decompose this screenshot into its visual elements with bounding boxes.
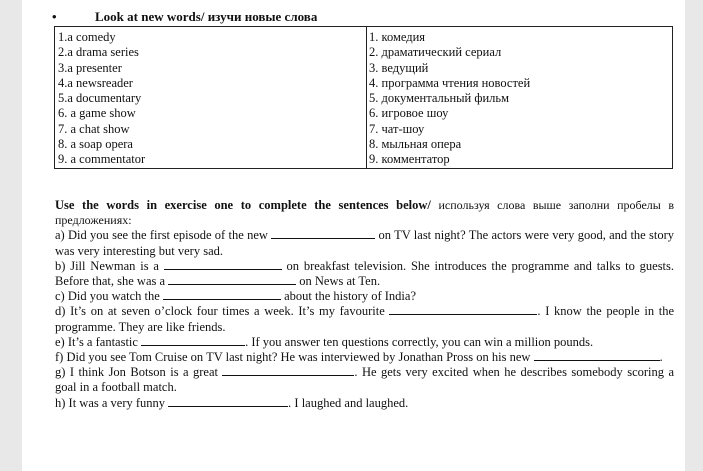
sentence-e-part2: . If you answer ten questions correctly, you can win a million pounds.: [245, 334, 594, 349]
sentence-b-part1: b) Jill Newman is a: [55, 258, 159, 273]
sentence-d-part1: d) It’s on at seven o’clock four times a week. It’s my favourite: [55, 304, 385, 319]
sentence-g: [55, 365, 674, 395]
vocab-ru-6: 6. игровое шоу: [369, 106, 449, 121]
blank-a[interactable]: [271, 228, 375, 239]
blank-b2[interactable]: [168, 274, 296, 285]
vocab-en-8: 8. a soap opera: [58, 137, 133, 152]
blank-d[interactable]: [389, 304, 537, 315]
heading-russian: изучи новые слова: [207, 9, 318, 24]
sentence-b: [55, 259, 674, 289]
blank-g[interactable]: [222, 365, 354, 376]
russian-column: [369, 30, 530, 168]
bullet-icon: •: [52, 9, 57, 24]
sentence-d: [55, 304, 674, 334]
sentence-h: [55, 396, 674, 411]
vocab-ru-2: 2. драматический сериал: [369, 45, 502, 60]
sentence-c-part2: about the history of India?: [284, 289, 416, 304]
vocab-en-5: 5.a documentary: [58, 91, 142, 106]
table-divider: [366, 27, 367, 168]
sentence-e-part1: e) It’s a fantastic: [55, 334, 138, 349]
blank-h[interactable]: [168, 396, 288, 407]
vocab-ru-3: 3. ведущий: [369, 60, 429, 75]
vocab-en-6: 6. a game show: [58, 106, 136, 121]
sentence-e: [55, 335, 674, 350]
instruction-english: Use the words in exercise one to complete the sentences below/: [55, 198, 431, 212]
vocab-en-2: 2.a drama series: [58, 45, 139, 60]
sentence-a: [55, 228, 674, 258]
vocab-en-3: 3.a presenter: [58, 60, 122, 75]
vocab-ru-4: 4. программа чтения новостей: [369, 75, 531, 90]
instruction-russian: используя слова выше заполни пробелы в предложениях:: [55, 198, 675, 228]
sentence-h-part1: h) It was a very funny: [55, 395, 166, 410]
sentence-b-part2: on breakfast television. She introduces the programme and talks to guests. Before that, she was a: [55, 258, 675, 289]
sentence-a-part1: a) Did you see the first episode of the new: [55, 228, 268, 243]
sentence-d-part2: . I know the people in the programme. They are like friends.: [55, 304, 674, 334]
vocabulary-table: [54, 26, 673, 169]
vocab-en-4: 4.a newsreader: [58, 75, 133, 90]
sentence-a-part2: on TV last night? The actors were very good, and the story was very interesting but very sad.: [55, 228, 675, 258]
sentence-g-part1: g) I think Jon Botson is a great: [55, 365, 218, 380]
blank-c[interactable]: [163, 289, 281, 300]
vocab-ru-7: 7. чат-шоу: [369, 121, 425, 136]
exercise-instruction: [55, 198, 674, 228]
sentence-c-part1: c) Did you watch the: [55, 289, 160, 304]
sentence-h-part2: . I laughed and laughed.: [288, 395, 409, 410]
sentence-f-part1: f) Did you see Tom Cruise on TV last night? He was interviewed by Jonathan Pross on his new: [55, 350, 531, 365]
sentence-c: [55, 289, 674, 304]
sentence-g-part2: . He gets very excited when he describes somebody scoring a goal in a football match.: [55, 365, 674, 395]
vocab-ru-9: 9. комментатор: [369, 152, 450, 167]
english-column: [58, 30, 145, 168]
vocab-ru-5: 5. документальный фильм: [369, 91, 509, 106]
sentence-f-part2: .: [659, 350, 663, 365]
heading-english: Look at new words/: [95, 9, 205, 24]
sentence-b-part3: on News at Ten.: [299, 274, 381, 289]
heading-text: [95, 9, 317, 25]
blank-b1[interactable]: [164, 259, 282, 270]
vocab-en-1: 1.a comedy: [58, 30, 116, 44]
vocab-ru-8: 8. мыльная опера: [369, 137, 462, 152]
exercise-block: [55, 198, 674, 411]
vocab-en-9: 9. a commentator: [58, 152, 146, 167]
vocab-en-7: 7. a chat show: [58, 121, 130, 136]
blank-e[interactable]: [141, 335, 245, 346]
sentence-f: [55, 350, 674, 365]
vocab-ru-1: 1. комедия: [369, 30, 426, 44]
blank-f[interactable]: [534, 350, 660, 361]
